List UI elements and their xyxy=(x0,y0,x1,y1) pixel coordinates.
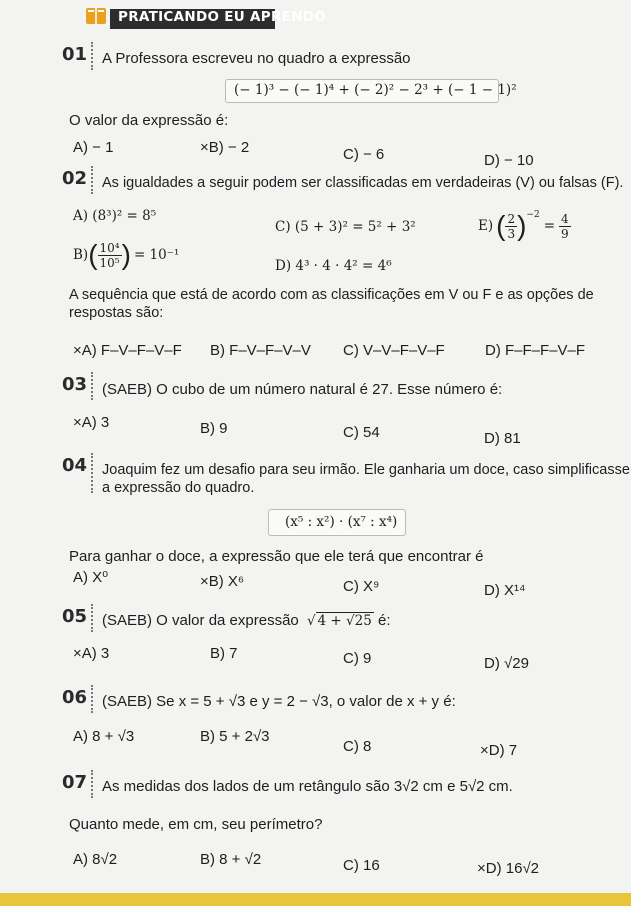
question-number-03: 03 xyxy=(62,374,88,395)
q6-option-d[interactable]: ×D) 7 xyxy=(480,742,518,759)
question-number-06: 06 xyxy=(62,687,88,708)
q4-option-b[interactable]: ×B) X⁶ xyxy=(200,573,245,590)
q7-option-d[interactable]: ×D) 16√2 xyxy=(477,860,540,877)
question-divider xyxy=(91,604,93,632)
q1-option-d[interactable]: D) − 10 xyxy=(484,152,534,169)
q2-item-c: C) (5 + 3)² = 5² + 3² xyxy=(275,219,416,235)
q2-statement: As igualdades a seguir podem ser classificadas em verdadeiras (V) ou falsas (F). xyxy=(102,175,624,191)
q5-option-a[interactable]: ×A) 3 xyxy=(73,645,110,662)
q1-option-a[interactable]: A) − 1 xyxy=(73,139,114,156)
q2-option-a[interactable]: ×A) F–V–F–V–F xyxy=(73,342,182,359)
q3-option-b[interactable]: B) 9 xyxy=(200,420,228,437)
q7-option-a[interactable]: A) 8√2 xyxy=(73,851,118,868)
q2-prompt-line2: respostas são: xyxy=(69,305,164,321)
q6-option-a[interactable]: A) 8 + √3 xyxy=(73,728,135,745)
q5-option-b[interactable]: B) 7 xyxy=(210,645,238,662)
q7-option-b[interactable]: B) 8 + √2 xyxy=(200,851,262,868)
q4-option-d[interactable]: D) X¹⁴ xyxy=(484,582,526,599)
q5-option-c[interactable]: C) 9 xyxy=(343,650,372,667)
q4-statement-line1: Joaquim fez um desafio para seu irmão. Ele ganharia um doce, caso simplificasse xyxy=(102,462,630,478)
question-divider xyxy=(91,42,93,70)
q2-item-d: D) 4³ · 4 · 4² = 4⁶ xyxy=(275,258,392,274)
q1-prompt: O valor da expressão é: xyxy=(69,112,229,129)
question-number-05: 05 xyxy=(62,606,88,627)
q2-b-fraction: $\frac{\text{10⁴}}{\text{10⁵}}$ xyxy=(99,240,120,270)
q2-prompt-line1: A sequência que está de acordo com as classificações em V ou F e as opções de xyxy=(69,287,594,303)
question-number-02: 02 xyxy=(62,168,88,189)
q1-option-b[interactable]: ×B) − 2 xyxy=(200,139,250,156)
footer-bar xyxy=(0,893,631,906)
question-divider xyxy=(91,685,93,713)
q4-statement-line2: a expressão do quadro. xyxy=(102,480,255,496)
q3-option-d[interactable]: D) 81 xyxy=(484,430,521,447)
q2-option-d[interactable]: D) F–F–F–V–F xyxy=(485,342,586,359)
q2-item-e: E) ( $\frac{2}{3}$ ) −2 = $\frac{4}{9}$ xyxy=(478,210,569,241)
question-number-01: 01 xyxy=(62,44,88,65)
page-title: PRATICANDO EU APRENDO xyxy=(118,9,327,25)
question-number-07: 07 xyxy=(62,772,88,793)
q6-option-c[interactable]: C) 8 xyxy=(343,738,372,755)
q5-statement: (SAEB) O valor da expressão √ 4 + √25 é: xyxy=(102,612,391,629)
q3-option-a[interactable]: ×A) 3 xyxy=(73,414,110,431)
q1-expression: (− 1)³ − (− 1)⁴ + (− 2)² − 2³ + (− 1 − 1)² xyxy=(234,82,517,98)
question-number-04: 04 xyxy=(62,455,88,476)
q2-option-b[interactable]: B) F–V–F–V–V xyxy=(210,342,311,359)
q7-prompt: Quanto mede, em cm, seu perímetro? xyxy=(69,816,323,833)
q4-option-a[interactable]: A) X⁰ xyxy=(73,569,109,586)
q3-option-c[interactable]: C) 54 xyxy=(343,424,380,441)
q4-expression: (x⁵ : x²) · (x⁷ : x⁴) xyxy=(285,514,398,530)
header xyxy=(0,0,631,30)
q6-statement: (SAEB) Se x = 5 + √3 e y = 2 − √3, o valor de x + y é: xyxy=(102,693,456,710)
q2-option-c[interactable]: C) V–V–F–V–F xyxy=(343,342,445,359)
q5-radical: √ 4 + √25 xyxy=(306,613,372,629)
book-icon xyxy=(84,4,108,28)
q6-option-b[interactable]: B) 5 + 2√3 xyxy=(200,728,270,745)
q5-option-d[interactable]: D) √29 xyxy=(484,655,529,672)
q7-statement: As medidas dos lados de um retângulo são 3√2 cm e 5√2 cm. xyxy=(102,778,513,795)
question-divider xyxy=(91,770,93,798)
question-divider xyxy=(91,372,93,400)
q1-statement: A Professora escreveu no quadro a expressão xyxy=(102,50,411,67)
q1-option-c[interactable]: C) − 6 xyxy=(343,146,385,163)
question-divider xyxy=(91,166,93,194)
q4-prompt: Para ganhar o doce, a expressão que ele terá que encontrar é xyxy=(69,548,484,565)
question-divider xyxy=(91,453,93,493)
q2-item-b: B) ( $\frac{\text{10⁴}}{\text{10⁵}}$ ) = 10⁻¹ xyxy=(73,239,180,270)
q7-option-c[interactable]: C) 16 xyxy=(343,857,380,874)
q4-option-c[interactable]: C) X⁹ xyxy=(343,578,380,595)
q2-item-a: A) (8³)² = 8⁵ xyxy=(73,208,157,224)
q3-statement: (SAEB) O cubo de um número natural é 27. Esse número é: xyxy=(102,381,503,398)
